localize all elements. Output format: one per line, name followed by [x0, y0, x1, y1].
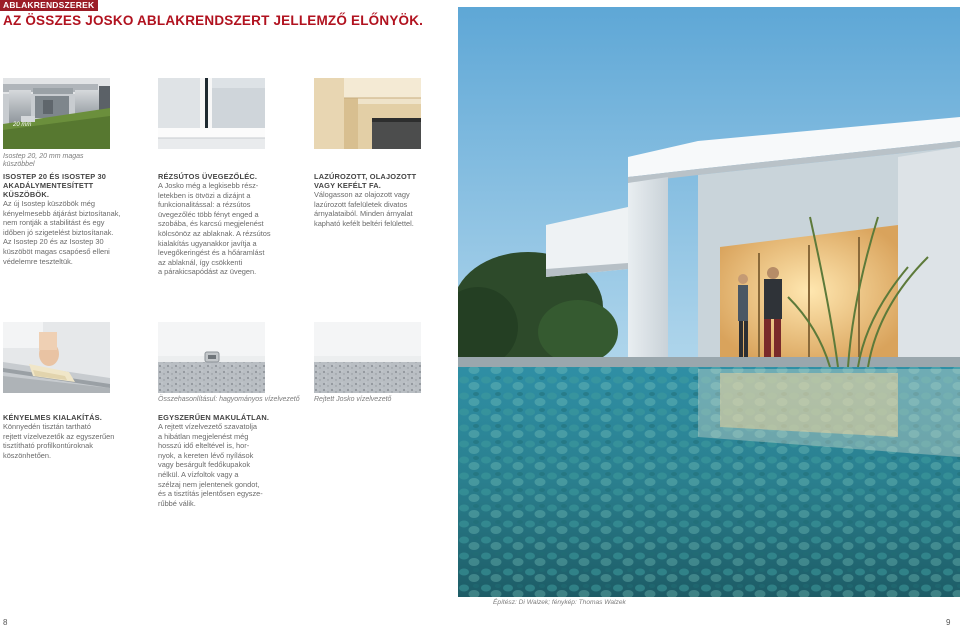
section-tag: ABLAKRENDSZEREK — [0, 0, 98, 11]
kenyelmes-body — [3, 422, 153, 460]
body-line: az ablaknál, így csökkenti — [158, 257, 243, 267]
caption-line: küszöbbel — [3, 161, 35, 169]
body-line: lazúrozott fafelületek divatos — [314, 199, 408, 209]
body-line: időben jó szigetelést biztosítanak. — [3, 227, 114, 237]
rezsutos-heading: RÉZSÚTOS ÜVEGEZŐLÉC. — [158, 172, 258, 181]
body-line: levegőkeringést és a hőáramlást — [158, 248, 265, 258]
photo-credit: Építész: Di Walzek; fénykép: Thomas Walzek — [493, 599, 626, 606]
heading-line: VAGY KEFÉLT FA. — [314, 181, 382, 190]
page-number-right: 9 — [946, 618, 951, 627]
makulatlan-body — [158, 422, 308, 508]
heading-line: AKADÁLYMENTESÍTETT — [3, 181, 94, 190]
body-line: árnyalataiból. Minden árnyalat — [314, 209, 413, 219]
body-line: tisztítható profilkontúroknak — [3, 441, 93, 451]
body-line: üvegezőléc több fényt enged a — [158, 209, 259, 219]
traditional-drainage-photo — [158, 322, 265, 393]
body-line: Az Isostep 20 és az Isostep 30 — [3, 237, 104, 247]
body-line: A Josko még a legkisebb rész- — [158, 181, 259, 190]
hidden-drainage-photo — [314, 322, 421, 393]
page-headline: AZ ÖSSZES JOSKO ABLAKRENDSZERT JELLEMZŐ ELŐNYÖK. — [3, 13, 424, 28]
house-pool-hero-photo — [458, 7, 960, 597]
body-line: kialakítás ugyanakkor javítja a — [158, 238, 257, 248]
heading-line: ISOSTEP 20 ÉS ISOSTEP 30 — [3, 172, 107, 181]
body-line: rűbbé válik. — [158, 498, 196, 508]
makulatlan-text-block — [158, 413, 308, 508]
rezsutos-body — [158, 181, 308, 277]
body-line: A rejtett vízelvezető szavatolja — [158, 422, 258, 431]
kenyelmes-heading: KÉNYELMES KIALAKÍTÁS. — [3, 413, 103, 422]
makulatlan-heading: EGYSZERŰEN MAKULÁTLAN. — [158, 413, 270, 422]
body-line: kölcsönöz az ablaknak. A rézsútos — [158, 228, 271, 238]
body-line: nem rontják a stabilitást és egy — [3, 218, 105, 228]
isostep-text-block — [3, 172, 153, 266]
isostep-heading — [3, 172, 153, 199]
body-line: Könnyedén tisztán tartható — [3, 422, 91, 431]
hidden-drainage-caption: Rejtett Josko vízelvezető — [314, 396, 392, 403]
body-line: nyok, a kereten lévő nyílások — [158, 450, 254, 460]
body-line: szélzaj nem jelentenek gondot, — [158, 479, 260, 489]
body-line: funkcionalitással: a rézsútos — [158, 200, 251, 210]
body-line: köszönhetően. — [3, 450, 52, 460]
lazurozott-body — [314, 190, 454, 228]
body-line: küszöböt magas csapóeső elleni — [3, 246, 110, 256]
body-line: Az új Isostep küszöbök még — [3, 199, 96, 208]
body-line: rejtett vízelvezetők az egyszerűen — [3, 431, 115, 441]
wood-frame-photo — [314, 78, 421, 149]
body-line: hosszú idő elteltével is, hor- — [158, 441, 250, 451]
body-line: a párakicsapódást az üvegen. — [158, 267, 257, 277]
cleaning-threshold-photo — [3, 322, 110, 393]
lazurozott-heading — [314, 172, 454, 190]
threshold-height-label: 20 mm — [13, 122, 32, 128]
body-line: és a tisztítás jelentősen egysze- — [158, 489, 263, 499]
body-line: kényelmesebb átjárást biztosítanak, — [3, 208, 121, 218]
body-line: letekben is ötvözi a dizájnt a — [158, 190, 251, 200]
isostep-body — [3, 199, 153, 266]
rezsutos-text-block — [158, 172, 308, 277]
body-line: vagy besárgult fedőkupakok — [158, 460, 251, 470]
body-line: szobába, és karcsú megjelenést — [158, 219, 264, 229]
kenyelmes-text-block — [3, 413, 153, 460]
caption-line: Isostep 20, 20 mm magas — [3, 153, 84, 160]
body-line: nélkül. A vízfoltok vagy a — [158, 469, 239, 479]
body-line: Válogasson az olajozott vagy — [314, 190, 410, 199]
isostep-caption — [3, 153, 84, 170]
body-line: a hibátlan megjelenést még — [158, 431, 249, 441]
heading-line: LAZÚROZOTT, OLAJOZOTT — [314, 172, 417, 181]
heading-line: KÜSZÖBÖK. — [3, 190, 50, 199]
traditional-drainage-caption: Összehasonlításul: hagyományos vízelvezető — [158, 396, 300, 403]
glazing-bead-photo — [158, 78, 265, 149]
body-line: kapható kefélt beltéri felülettel. — [314, 218, 414, 228]
page-number-left: 8 — [3, 618, 8, 627]
lazurozott-text-block — [314, 172, 454, 228]
body-line: védelemre teszteltük. — [3, 256, 73, 266]
isostep-threshold-photo — [3, 78, 110, 149]
